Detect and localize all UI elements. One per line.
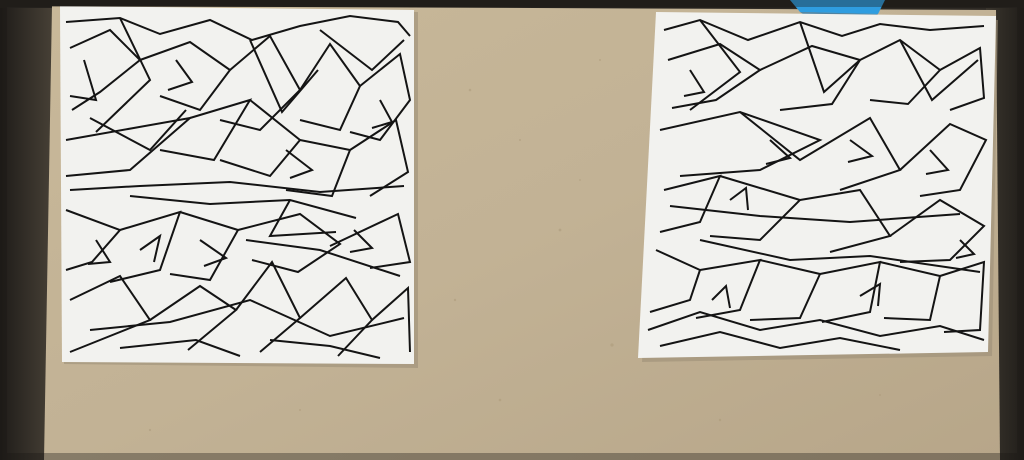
right-paper [638, 12, 996, 358]
